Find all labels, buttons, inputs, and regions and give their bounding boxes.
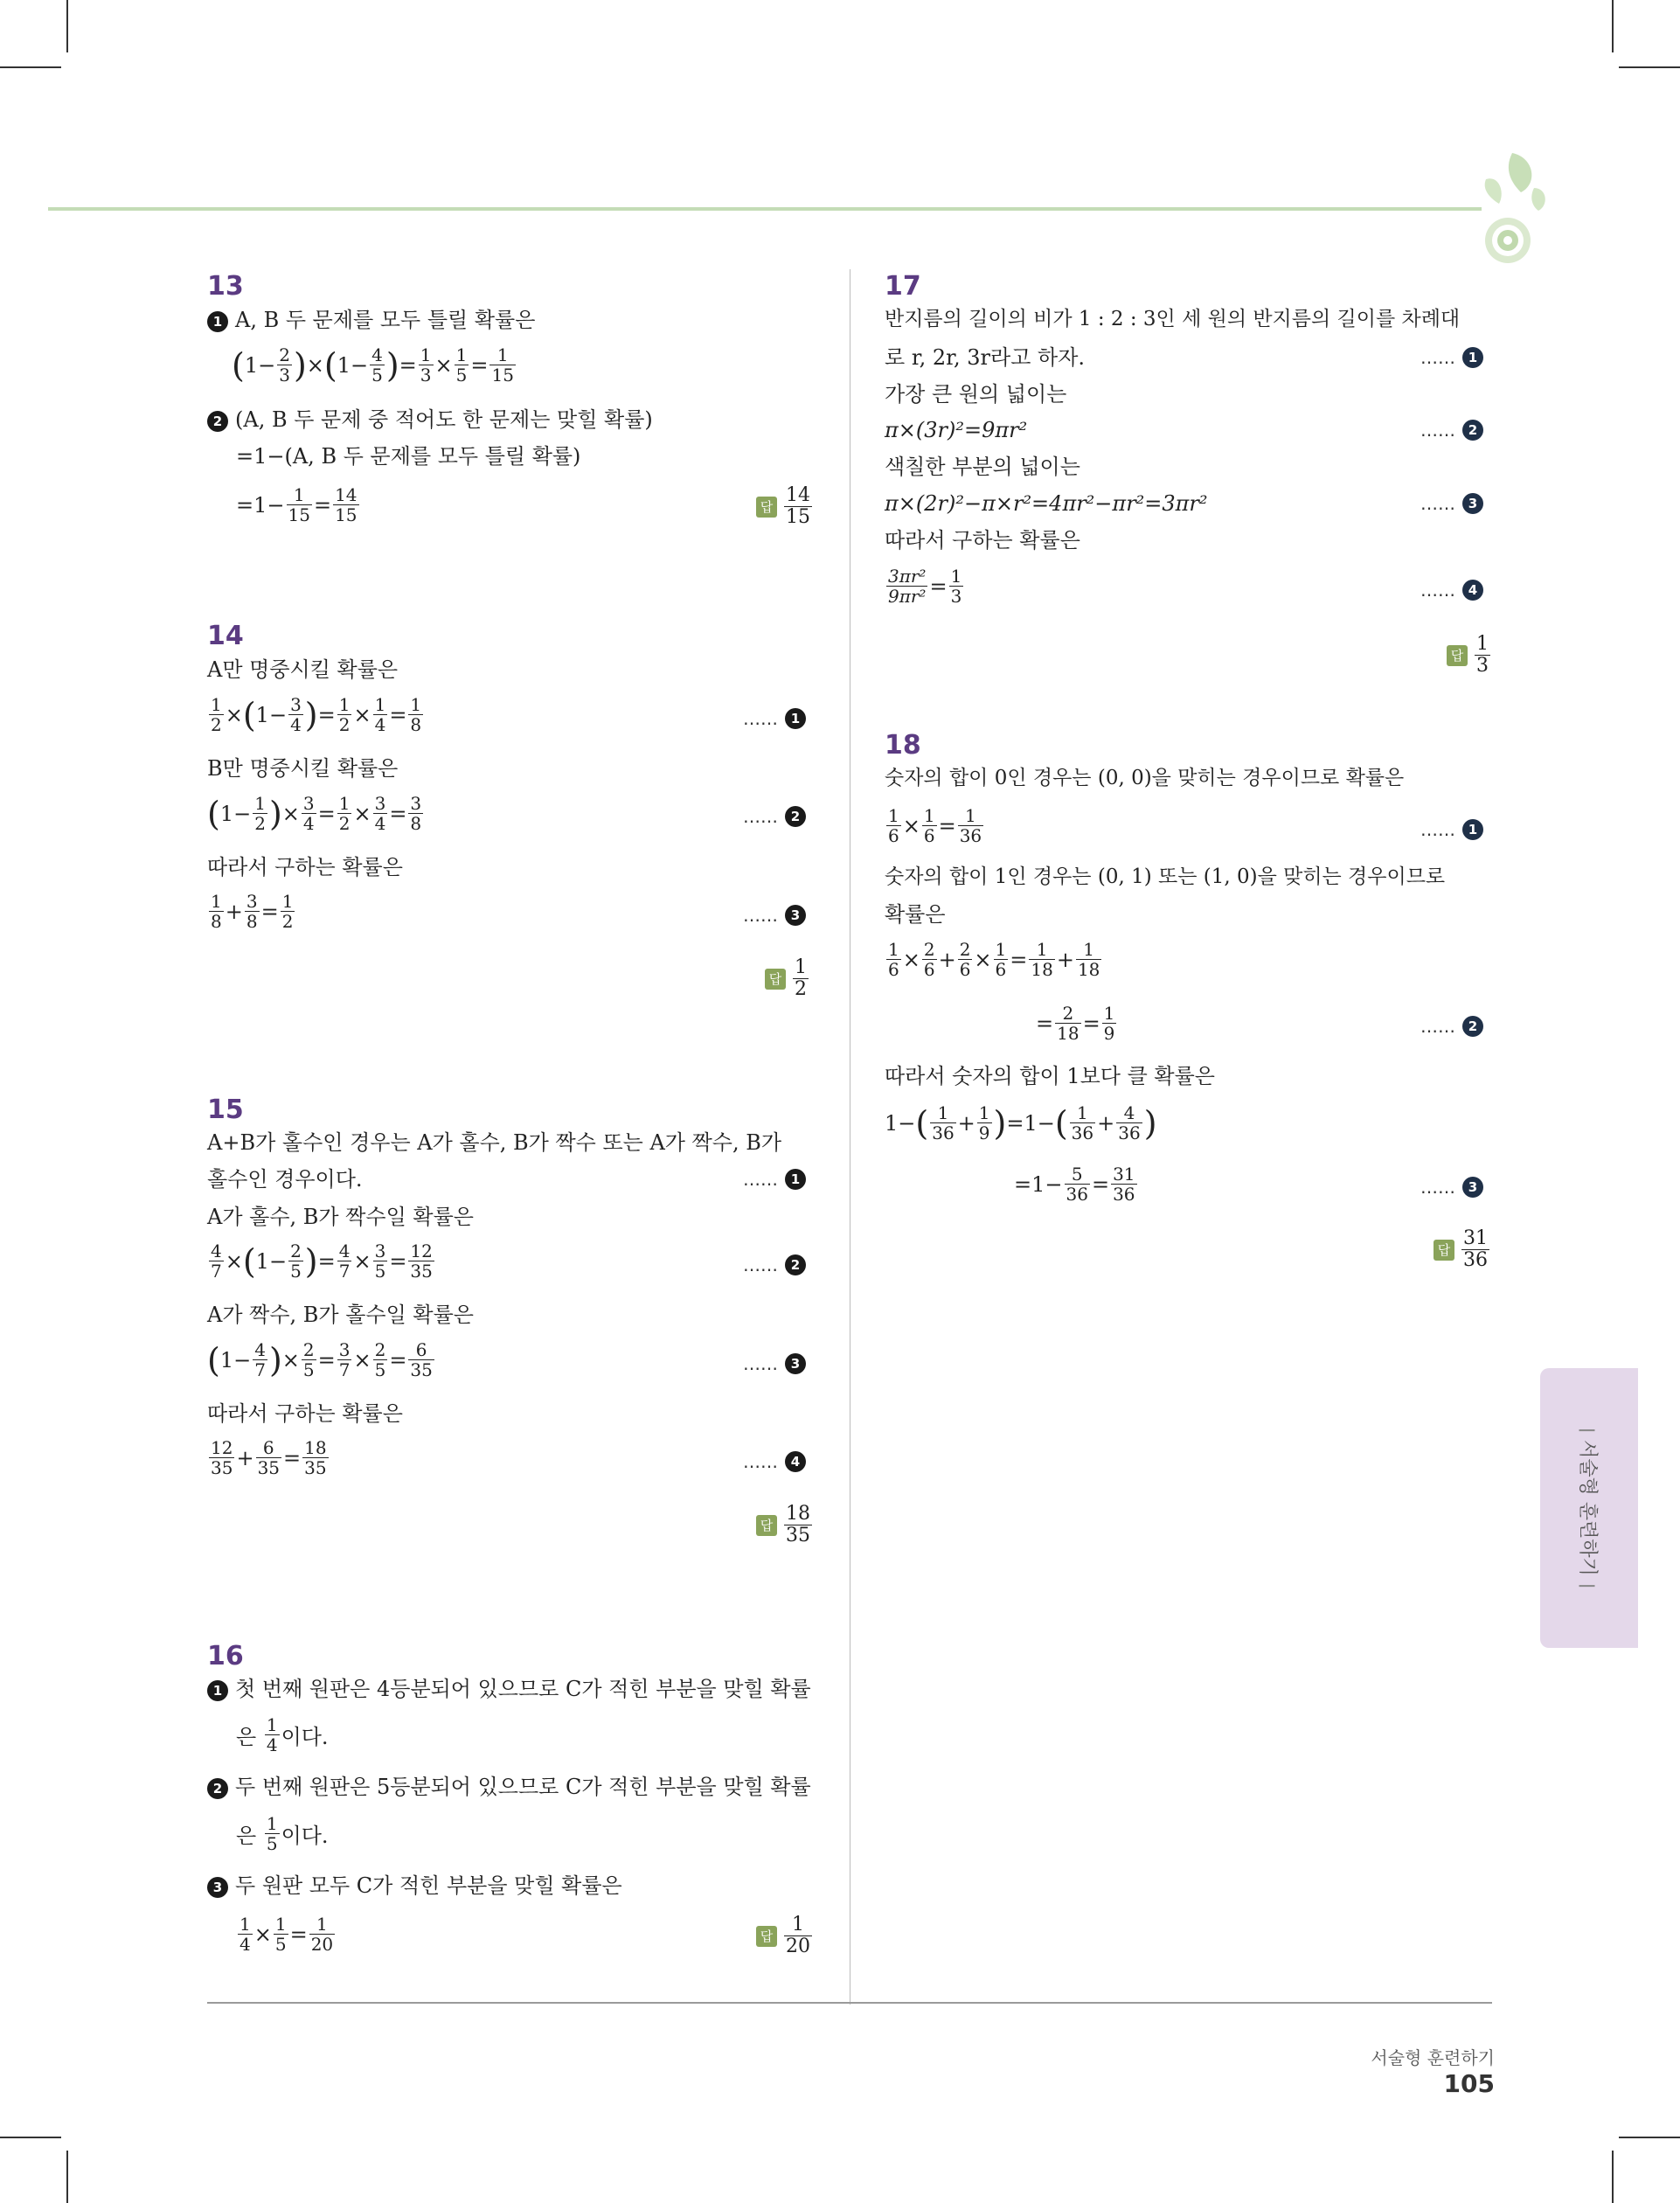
step-marker-icon: 4 [785,1451,806,1472]
step-reference: …… 2 [1420,1016,1483,1037]
step-marker-icon: 1 [1462,347,1483,368]
equation: ( 1− $\frac{1}{2}$ ) × $\frac{3}{4}$ = $\frac{1}{2}$ × $\frac{3}{4}$ = $\frac{3}{8}$ [207,793,422,834]
step-marker-icon: 2 [207,1778,228,1799]
crop-mark [66,0,68,52]
step-reference: …… 3 [1420,1177,1483,1198]
answer-box: 답 $\frac{1}{3}$ [1447,634,1492,677]
question-number: 18 [885,730,921,761]
step-text: A가 짝수, B가 홀수일 확률은 [207,1303,474,1327]
header-rule [48,207,1482,211]
step-reference: …… 3 [1420,493,1483,514]
step-text: 확률은 [885,902,946,927]
solution-step [207,1873,622,1899]
step-marker-icon: 3 [785,1353,806,1374]
answer-box: 답 $\frac{31}{36}$ [1434,1228,1491,1271]
equation: ( 1− $\frac{2}{3}$ ) × ( 1− $\frac{4}{5}$ ) = $\frac{1}{3}$ × $\frac{1}{5}$ = $\frac{1}{15}$ [232,344,514,386]
step-text: 따라서 구하는 확률은 [207,855,403,879]
step-text: 첫 번째 원판은 4등분되어 있으므로 C가 적힌 부분을 맞힐 확률 [235,1677,811,1701]
step-marker-icon: 1 [207,1680,228,1701]
step-text: 따라서 구하는 확률은 [207,1401,403,1426]
step-marker-icon: 1 [207,311,228,332]
step-text: 홀수인 경우이다. [207,1167,363,1192]
step-text: A, B 두 문제를 모두 틀릴 확률은 [235,308,536,332]
step-reference: …… 1 [1420,819,1483,840]
step-text: A가 홀수, B가 짝수일 확률은 [207,1205,474,1229]
step-marker-icon: 1 [785,1169,806,1190]
crop-mark [0,2137,61,2138]
section-side-tab [1540,1368,1638,1648]
answer-icon: 답 [756,1926,777,1947]
step-reference: …… 4 [1420,580,1483,601]
answer-icon: 답 [765,969,786,990]
solution-step [207,1677,811,1702]
footer-section-label: 서술형 훈련하기 [1371,2047,1495,2068]
step-reference: …… 1 [743,1169,806,1190]
equation: $\frac{\text{3πr²}}{\text{9πr²}}$ = $\frac{1}{3}$ [888,566,962,607]
crop-mark [66,2151,68,2203]
answer-box: 답 $\frac{14}{15}$ [756,485,814,528]
crop-mark [1619,66,1680,68]
step-text: 두 번째 원판은 5등분되어 있으므로 C가 적힌 부분을 맞힐 확률 [235,1775,811,1799]
step-text: 숫자의 합이 0인 경우는 (0, 0)을 맞히는 경우이므로 확률은 [885,767,1405,789]
answer-box: 답 $\frac{18}{35}$ [756,1504,814,1546]
equation: $\frac{1}{6}$ × $\frac{2}{6}$ + $\frac{2}{6}$ × $\frac{1}{6}$ = $\frac{1}{18}$ + $\frac{1}{18}$ [888,939,1100,980]
solution-step [207,308,535,333]
step-text: 따라서 구하는 확률은 [885,528,1080,552]
step-reference: …… 3 [743,1353,806,1374]
equation: ( 1− $\frac{4}{7}$ ) × $\frac{2}{5}$ = $\frac{3}{7}$ × $\frac{2}{5}$ = $\frac{6}{35}$ [207,1339,433,1380]
step-text: 반지름의 길이의 비가 1 : 2 : 3인 세 원의 반지름의 길이를 차례대 [885,308,1461,330]
step-marker-icon: 2 [785,1254,806,1275]
step-text: A+B가 홀수인 경우는 A가 홀수, B가 짝수 또는 A가 짝수, B가 [207,1130,782,1155]
question-number: 15 [207,1095,244,1125]
question-number: 16 [207,1641,244,1671]
step-marker-icon: 2 [1462,1016,1483,1037]
page-number: 105 [1443,2069,1495,2098]
equation: = $\frac{2}{18}$ = $\frac{1}{9}$ [1036,1003,1115,1044]
step-text: 색칠한 부분의 넓이는 [885,455,1080,479]
step-reference: …… 1 [743,708,806,729]
step-text: =1−(A, B 두 문제를 모두 틀릴 확률) [236,444,581,469]
equation: 1− ( $\frac{1}{36}$ + $\frac{1}{9}$ ) =1− ( $\frac{1}{36}$ + $\frac{4}{36}$ ) [885,1102,1157,1143]
answer-icon: 답 [1434,1240,1454,1261]
equation: $\frac{1}{2}$ × ( 1− $\frac{3}{4}$ ) = $\frac{1}{2}$ × $\frac{1}{4}$ = $\frac{1}{8}$ [211,694,422,735]
equation: 은 $\frac{1}{4}$ 이다. [236,1714,329,1755]
step-reference: …… 3 [743,905,806,926]
step-marker-icon: 3 [785,905,806,926]
solution-step [207,1775,811,1800]
step-reference: …… 2 [743,1254,806,1275]
question-number: 17 [885,271,921,302]
footer-rule [207,2002,1492,2004]
crop-mark [1612,2151,1614,2203]
step-marker-icon: 2 [1462,420,1483,441]
step-marker-icon: 2 [785,806,806,827]
step-reference: …… 1 [1420,347,1483,368]
page-footer [1311,2044,1495,2098]
crop-mark [1619,2137,1680,2138]
equation: 은 $\frac{1}{5}$ 이다. [236,1813,329,1854]
equation: π×(2r)²−π×r²=4πr²−πr²=3πr² [885,491,1208,516]
step-text: 두 원판 모두 C가 적힌 부분을 맞힐 확률은 [235,1873,622,1898]
equation: $\frac{4}{7}$ × ( 1− $\frac{2}{5}$ ) = $\frac{4}{7}$ × $\frac{3}{5}$ = $\frac{12}{35}$ [211,1240,433,1282]
step-marker-icon: 2 [207,411,228,432]
solution-step [207,407,653,433]
step-marker-icon: 1 [785,708,806,729]
answer-icon: 답 [756,1515,777,1536]
step-text: 로 r, 2r, 3r라고 하자. [885,345,1086,370]
equation: =1− $\frac{1}{15}$ = $\frac{14}{15}$ [236,484,358,525]
step-text: 따라서 숫자의 합이 1보다 클 확률은 [885,1064,1215,1088]
equation: π×(3r)²=9πr² [885,418,1028,442]
equation: $\frac{1}{8}$ + $\frac{3}{8}$ = $\frac{1}{2}$ [211,891,294,932]
step-text: A만 명중시킬 확률은 [207,657,399,682]
side-tab-label: 서술형 훈련하기 [1576,1440,1599,1576]
step-marker-icon: 3 [1462,493,1483,514]
answer-icon: 답 [756,497,777,518]
step-text: 숫자의 합이 1인 경우는 (0, 1) 또는 (1, 0)을 맞히는 경우이므로 [885,865,1446,888]
step-reference: …… 4 [743,1451,806,1472]
question-number: 13 [207,271,244,302]
step-reference: …… 2 [743,806,806,827]
question-number: 14 [207,621,244,651]
equation: $\frac{12}{35}$ + $\frac{6}{35}$ = $\frac{18}{35}$ [211,1437,327,1478]
flower-ornament-icon [1451,144,1556,275]
answer-box: 답 $\frac{1}{20}$ [756,1915,814,1957]
step-reference: …… 2 [1420,420,1483,441]
step-text: (A, B 두 문제 중 적어도 한 문제는 맞힐 확률) [235,407,653,432]
step-marker-icon: 3 [207,1877,228,1898]
equation: $\frac{1}{4}$ × $\frac{1}{5}$ = $\frac{1}{20}$ [240,1914,334,1955]
crop-mark [1612,0,1614,52]
step-marker-icon: 4 [1462,580,1483,601]
equation: $\frac{1}{6}$ × $\frac{1}{6}$ = $\frac{1}{36}$ [888,805,982,846]
equation: =1− $\frac{5}{36}$ = $\frac{31}{36}$ [1014,1164,1135,1205]
step-marker-icon: 3 [1462,1177,1483,1198]
answer-icon: 답 [1447,645,1468,666]
answer-box: 답 $\frac{1}{2}$ [765,957,810,1000]
step-text: 가장 큰 원의 넓이는 [885,382,1067,407]
step-text: B만 명중시킬 확률은 [207,756,399,781]
crop-mark [0,66,61,68]
step-marker-icon: 1 [1462,819,1483,840]
